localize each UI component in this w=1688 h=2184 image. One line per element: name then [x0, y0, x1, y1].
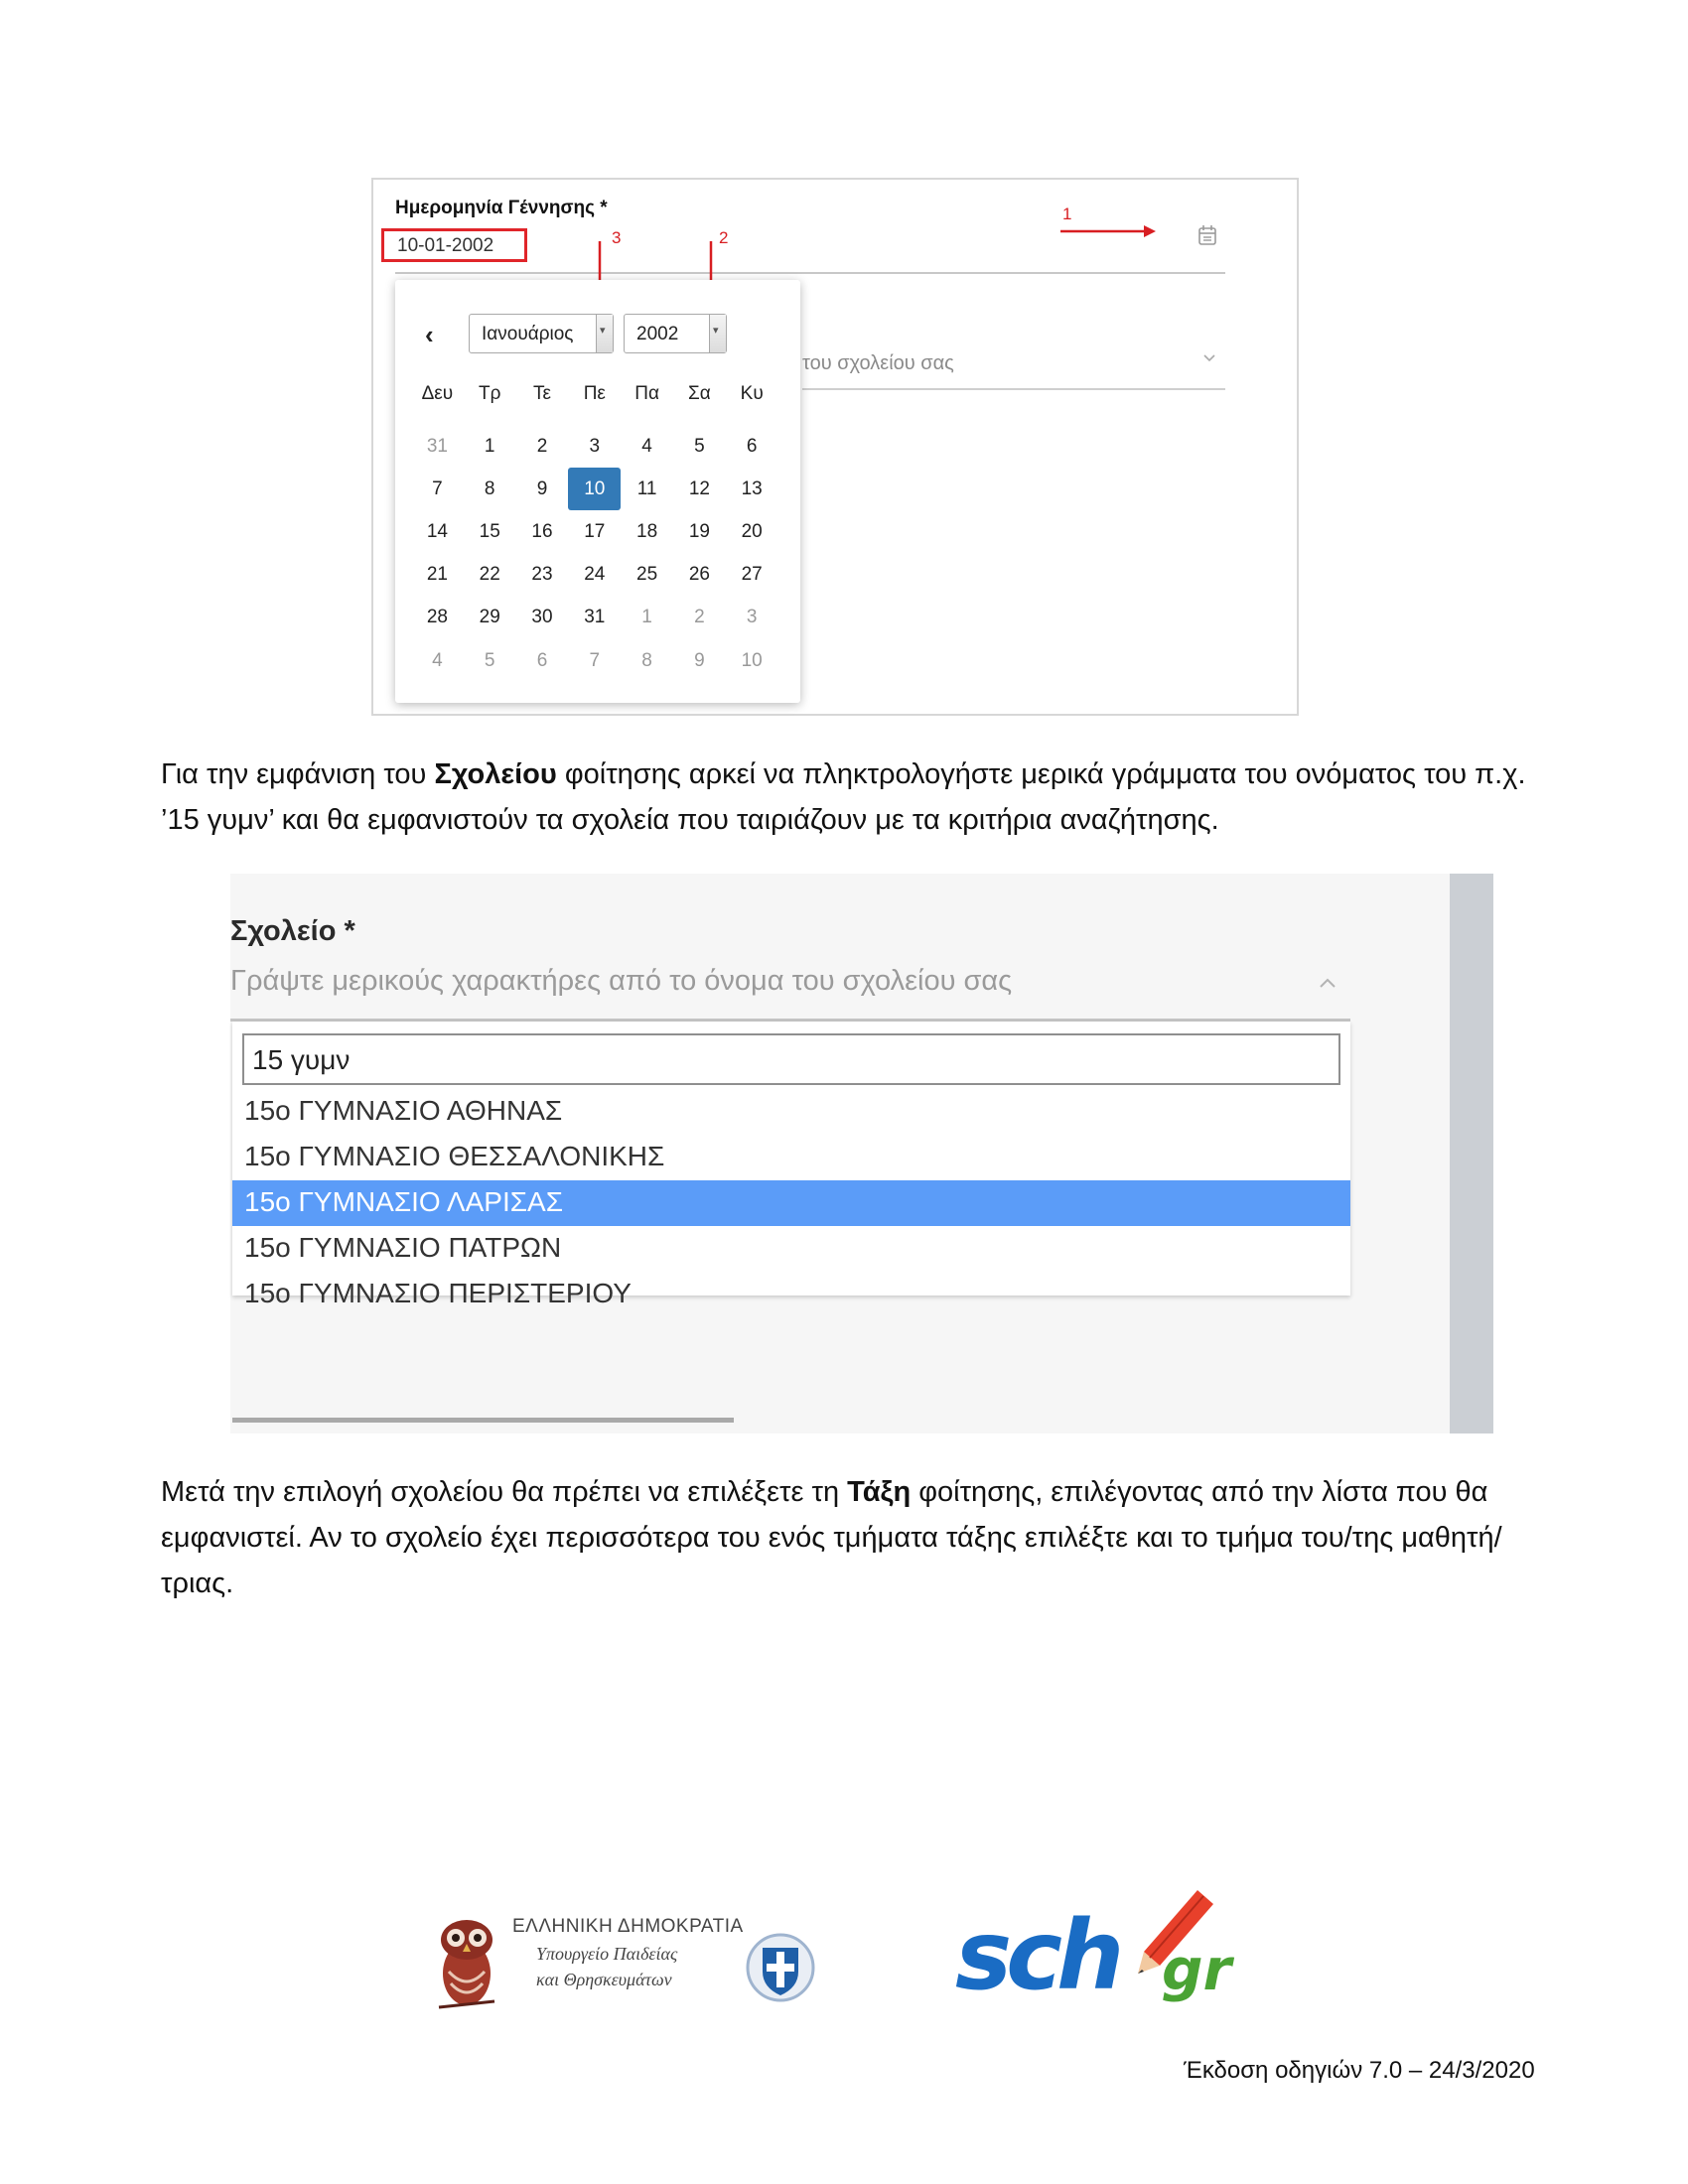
calendar-day[interactable]: 11 [636, 478, 657, 499]
school-autocomplete-screenshot [230, 874, 1493, 1433]
vertical-scrollbar[interactable] [1450, 874, 1493, 1433]
days-grid [411, 425, 778, 682]
school-option-label: 15ο ΓΥΜΝΑΣΙΟ ΠΕΡΙΣΤΕΡΙΟΥ [244, 1278, 632, 1308]
calendar-day[interactable]: 4 [432, 649, 443, 671]
calendar-day[interactable]: 29 [479, 607, 500, 628]
calendar-day[interactable]: 5 [694, 435, 705, 457]
dob-underline [395, 272, 1225, 274]
annotation-1: 1 [1062, 205, 1072, 223]
calendar-day[interactable]: 7 [432, 478, 443, 499]
weekday-label: Σα [688, 383, 711, 404]
ministry-line-2: Υπουργείο Παιδείας [536, 1944, 678, 1964]
annotation-2: 2 [719, 228, 729, 247]
bold-term-school: Σχολείου [434, 758, 557, 790]
dropdown-arrow-icon[interactable]: ▾ [709, 315, 726, 352]
calendar-day[interactable]: 6 [746, 435, 758, 457]
calendar-day[interactable]: 3 [589, 435, 601, 457]
calendar-day[interactable]: 7 [589, 649, 601, 671]
sch-gr-logo [953, 1886, 1251, 2011]
calendar-day[interactable]: 9 [694, 649, 705, 671]
calendar-day[interactable]: 28 [426, 607, 448, 628]
calendar-day[interactable]: 15 [479, 520, 500, 542]
calendar-day[interactable]: 2 [536, 435, 548, 457]
school-option[interactable] [232, 1226, 1350, 1272]
weekday-label: Πα [634, 383, 659, 404]
calendar-day[interactable]: 1 [484, 435, 495, 457]
weekday-label: Πε [583, 383, 606, 404]
weekday-header [411, 383, 778, 405]
calendar-day[interactable]: 2 [694, 607, 705, 628]
school-option-label: 15ο ΓΥΜΝΑΣΙΟ ΠΑΤΡΩΝ [244, 1232, 562, 1263]
text-run: Για την εμφάνιση του [161, 758, 435, 790]
annotation-3: 3 [612, 228, 622, 247]
month-select[interactable] [469, 314, 614, 353]
school-search-input[interactable] [242, 1033, 1340, 1085]
calendar-day[interactable]: 21 [426, 564, 448, 586]
year-select-value: 2002 [636, 324, 679, 344]
school-placeholder[interactable]: Γράψτε μερικούς χαρακτήρες από το όνομα του σχολείου σας [230, 965, 1013, 997]
ministry-logo [429, 1910, 816, 2019]
calendar-day[interactable]: 8 [484, 478, 495, 499]
text-run: φοίτησης αρκεί να πληκτρολογήστε μερικά γράμματα του ονόματος του π.χ. ’15 γυμν’ και θα εμφανιστούν τα σχολεία που ταιριάζουν με τα κριτήρια αναζήτησης. [161, 758, 1526, 836]
school-option-label: 15ο ΓΥΜΝΑΣΙΟ ΑΘΗΝΑΣ [244, 1095, 563, 1126]
calendar-day[interactable]: 1 [641, 607, 652, 628]
school-option[interactable] [232, 1135, 1350, 1180]
chevron-up-icon[interactable] [1317, 973, 1338, 995]
school-placeholder-partial: του σχολείου σας [802, 352, 954, 374]
calendar-day[interactable]: 9 [536, 478, 548, 499]
school-option[interactable] [232, 1180, 1350, 1226]
school-dropdown [232, 1022, 1350, 1308]
calendar-day[interactable]: 22 [479, 564, 500, 586]
calendar-day[interactable]: 4 [641, 435, 652, 457]
calendar-day[interactable]: 27 [741, 564, 763, 586]
calendar-day[interactable]: 6 [536, 649, 548, 671]
weekday-label: Κυ [740, 383, 764, 404]
year-select[interactable] [624, 314, 727, 353]
text-run: φοίτησης, επιλέγοντας από την λίστα που θα εμφανιστεί. Αν το σχολείο έχει περισσότερα του ενός τμήματα τάξης επιλέξτε και το τμήμα του/της μαθητή/τριας. [161, 1476, 1502, 1599]
instruction-paragraph-class [161, 1469, 1571, 1606]
weekday-label: Δευ [421, 383, 454, 404]
school-option[interactable] [232, 1089, 1350, 1135]
horizontal-scrollbar[interactable] [232, 1418, 734, 1423]
calendar-day[interactable]: 23 [531, 564, 553, 586]
calendar-day[interactable]: 30 [531, 607, 553, 628]
text-run: Μετά την επιλογή σχολείου θα πρέπει να επιλέξετε τη [161, 1476, 848, 1508]
chevron-down-icon[interactable] [1201, 350, 1217, 366]
calendar-day[interactable]: 31 [584, 607, 606, 628]
calendar-day[interactable]: 13 [741, 478, 763, 499]
datepicker-popup [395, 280, 800, 703]
annotation-arrow-right-icon [1058, 223, 1158, 239]
calendar-day[interactable]: 3 [746, 607, 758, 628]
date-of-birth-screenshot [371, 178, 1299, 716]
gr-logo-text: gr [1162, 1936, 1232, 2003]
school-underline [802, 388, 1225, 390]
search-input-value: 15 γυμν [252, 1044, 351, 1075]
sch-logo-text: sch [955, 1900, 1119, 2011]
dropdown-arrow-icon[interactable]: ▾ [596, 315, 613, 352]
calendar-day[interactable]: 8 [641, 649, 652, 671]
calendar-day[interactable]: 31 [426, 435, 448, 457]
prev-month-button[interactable]: ‹ [425, 320, 434, 349]
ministry-line-1: ΕΛΛΗΝΙΚΗ ΔΗΜΟΚΡΑΤΙΑ [512, 1916, 744, 1937]
weekday-label: Τρ [478, 383, 501, 404]
instruction-paragraph-school [161, 751, 1571, 843]
calendar-day[interactable]: 26 [688, 564, 710, 586]
calendar-day[interactable]: 14 [426, 520, 448, 542]
calendar-icon[interactable] [1197, 224, 1217, 246]
calendar-day[interactable]: 18 [636, 520, 658, 542]
owl-icon [429, 1912, 506, 2011]
dob-input[interactable]: 10-01-2002 [397, 235, 494, 256]
calendar-day[interactable]: 16 [531, 520, 553, 542]
calendar-day[interactable]: 20 [741, 520, 763, 542]
school-label: Σχολείο * [230, 915, 355, 947]
calendar-day[interactable]: 19 [688, 520, 710, 542]
calendar-day[interactable]: 10 [741, 649, 763, 671]
greek-coat-of-arms-icon [745, 1932, 816, 2003]
month-select-value: Ιανουάριος [482, 324, 574, 344]
version-footer: Έκδοση οδηγιών 7.0 – 24/3/2020 [1184, 2057, 1535, 2084]
ministry-line-3: και Θρησκευμάτων [536, 1970, 672, 1989]
school-option-label: 15ο ΓΥΜΝΑΣΙΟ ΘΕΣΣΑΛΟΝΙΚΗΣ [244, 1141, 665, 1171]
calendar-day[interactable]: 25 [636, 564, 658, 586]
bold-term-class: Τάξη [847, 1476, 912, 1508]
calendar-day[interactable]: 5 [484, 649, 495, 671]
calendar-day[interactable]: 10 [568, 468, 621, 510]
school-option[interactable] [232, 1272, 1350, 1317]
school-option-label: 15ο ΓΥΜΝΑΣΙΟ ΛΑΡΙΣΑΣ [244, 1186, 564, 1217]
weekday-label: Τε [532, 383, 551, 404]
calendar-day[interactable]: 12 [688, 478, 710, 499]
calendar-day[interactable]: 17 [584, 520, 606, 542]
calendar-day[interactable]: 24 [584, 564, 606, 586]
dob-label: Ημερομηνία Γέννησης * [395, 198, 608, 218]
